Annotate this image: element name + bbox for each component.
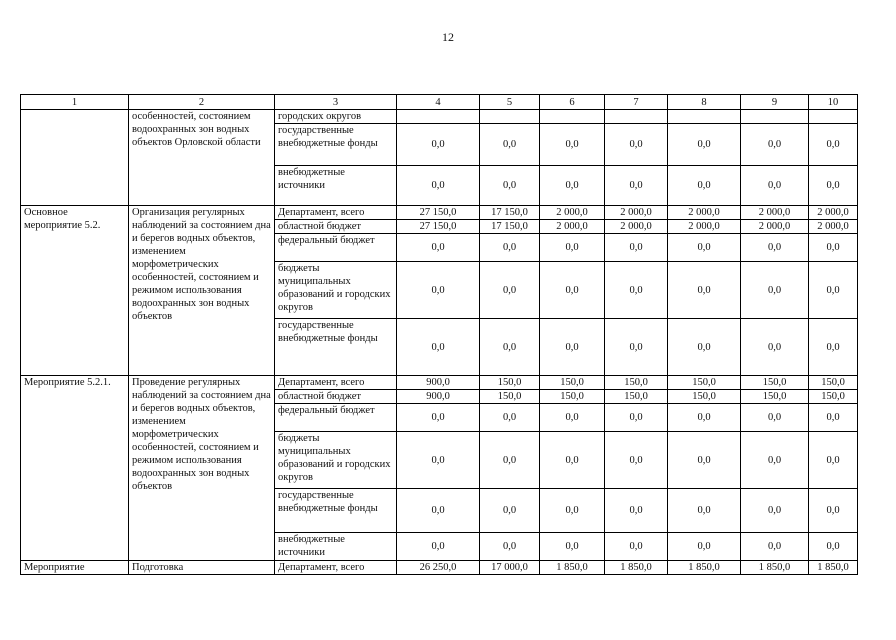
- amount-cell: 0,0: [605, 234, 668, 262]
- amount-cell: 0,0: [480, 404, 540, 432]
- funding-source-cell: Департамент, всего: [275, 376, 397, 390]
- amount-cell: 0,0: [605, 404, 668, 432]
- amount-cell: 150,0: [668, 376, 741, 390]
- amount-cell: 1 850,0: [809, 561, 858, 575]
- amount-cell: 0,0: [480, 166, 540, 206]
- amount-cell: 0,0: [741, 262, 809, 319]
- amount-cell: 2 000,0: [741, 220, 809, 234]
- header-cell: 3: [275, 95, 397, 110]
- amount-cell: 17 000,0: [480, 561, 540, 575]
- amount-cell: 0,0: [480, 124, 540, 166]
- amount-cell: 0,0: [397, 319, 480, 376]
- amount-cell: 0,0: [668, 234, 741, 262]
- amount-cell: 0,0: [480, 432, 540, 489]
- funding-source-cell: бюджеты муниципальных образований и городских округов: [275, 432, 397, 489]
- amount-cell: 0,0: [480, 319, 540, 376]
- amount-cell: 0,0: [668, 404, 741, 432]
- amount-cell: 2 000,0: [540, 206, 605, 220]
- amount-cell: 150,0: [741, 376, 809, 390]
- amount-cell: [741, 110, 809, 124]
- amount-cell: 0,0: [397, 432, 480, 489]
- amount-cell: 27 150,0: [397, 206, 480, 220]
- amount-cell: [480, 110, 540, 124]
- amount-cell: [540, 110, 605, 124]
- amount-cell: 0,0: [540, 124, 605, 166]
- amount-cell: 0,0: [668, 262, 741, 319]
- amount-cell: 0,0: [809, 489, 858, 533]
- amount-cell: 0,0: [480, 234, 540, 262]
- activity-description-cell: Проведение регулярных наблюдений за состоянием дна и берегов водных объектов, изменением морфометрических особенностей, состоянием и режимом использования водоохранных зон водных объектов: [129, 376, 275, 561]
- amount-cell: 26 250,0: [397, 561, 480, 575]
- funding-source-cell: бюджеты муниципальных образований и городских округов: [275, 262, 397, 319]
- amount-cell: 1 850,0: [741, 561, 809, 575]
- amount-cell: 0,0: [397, 262, 480, 319]
- amount-cell: 0,0: [809, 319, 858, 376]
- amount-cell: 0,0: [809, 432, 858, 489]
- activity-description-cell: Организация регулярных наблюдений за состоянием дна и берегов водных объектов, изменением морфометрических особенностей, состоянием и режимом использования водоохранных зон водных объектов: [129, 206, 275, 376]
- page-number: 12: [442, 30, 454, 44]
- amount-cell: 0,0: [668, 533, 741, 561]
- amount-cell: 0,0: [668, 124, 741, 166]
- amount-cell: 0,0: [540, 166, 605, 206]
- amount-cell: 17 150,0: [480, 220, 540, 234]
- amount-cell: 0,0: [480, 533, 540, 561]
- amount-cell: 0,0: [741, 124, 809, 166]
- amount-cell: 0,0: [809, 533, 858, 561]
- amount-cell: 2 000,0: [741, 206, 809, 220]
- header-cell: 7: [605, 95, 668, 110]
- amount-cell: 2 000,0: [605, 206, 668, 220]
- amount-cell: 900,0: [397, 376, 480, 390]
- budget-table: [20, 94, 858, 575]
- header-cell: 8: [668, 95, 741, 110]
- amount-cell: 150,0: [741, 390, 809, 404]
- amount-cell: 0,0: [809, 262, 858, 319]
- header-cell: 6: [540, 95, 605, 110]
- funding-source-cell: государственные внебюджетные фонды: [275, 124, 397, 166]
- funding-source-cell: федеральный бюджет: [275, 404, 397, 432]
- activity-description-cell: особенностей, состоянием водоохранных зон водных объектов Орловской области: [129, 110, 275, 206]
- amount-cell: 150,0: [540, 376, 605, 390]
- amount-cell: 0,0: [397, 404, 480, 432]
- amount-cell: 0,0: [397, 533, 480, 561]
- amount-cell: [397, 110, 480, 124]
- amount-cell: [809, 110, 858, 124]
- activity-description-cell: Подготовка: [129, 561, 275, 575]
- amount-cell: 2 000,0: [540, 220, 605, 234]
- amount-cell: 2 000,0: [668, 206, 741, 220]
- amount-cell: 0,0: [397, 234, 480, 262]
- amount-cell: 27 150,0: [397, 220, 480, 234]
- amount-cell: 150,0: [809, 376, 858, 390]
- amount-cell: 17 150,0: [480, 206, 540, 220]
- amount-cell: 0,0: [668, 432, 741, 489]
- amount-cell: 0,0: [741, 432, 809, 489]
- amount-cell: 150,0: [809, 390, 858, 404]
- activity-code-cell: Мероприятие 5.2.1.: [21, 376, 129, 561]
- amount-cell: 0,0: [741, 404, 809, 432]
- amount-cell: [605, 110, 668, 124]
- header-cell: 10: [809, 95, 858, 110]
- header-cell: 2: [129, 95, 275, 110]
- amount-cell: 900,0: [397, 390, 480, 404]
- amount-cell: 0,0: [605, 262, 668, 319]
- header-cell: 5: [480, 95, 540, 110]
- amount-cell: 0,0: [809, 404, 858, 432]
- table-row: [21, 206, 858, 220]
- amount-cell: [668, 110, 741, 124]
- amount-cell: 2 000,0: [809, 220, 858, 234]
- header-cell: 4: [397, 95, 480, 110]
- funding-source-cell: областной бюджет: [275, 390, 397, 404]
- funding-source-cell: федеральный бюджет: [275, 234, 397, 262]
- table-row: [21, 110, 858, 124]
- amount-cell: 0,0: [397, 166, 480, 206]
- amount-cell: 0,0: [809, 166, 858, 206]
- funding-source-cell: областной бюджет: [275, 220, 397, 234]
- amount-cell: 0,0: [741, 533, 809, 561]
- amount-cell: 0,0: [540, 262, 605, 319]
- funding-source-cell: Департамент, всего: [275, 206, 397, 220]
- header-cell: 1: [21, 95, 129, 110]
- funding-source-cell: внебюджетные источники: [275, 166, 397, 206]
- funding-source-cell: государственные внебюджетные фонды: [275, 489, 397, 533]
- header-cell: 9: [741, 95, 809, 110]
- amount-cell: 2 000,0: [605, 220, 668, 234]
- amount-cell: 0,0: [540, 489, 605, 533]
- amount-cell: 0,0: [668, 489, 741, 533]
- activity-code-cell: Мероприятие: [21, 561, 129, 575]
- amount-cell: 150,0: [605, 390, 668, 404]
- table-row: [21, 376, 858, 390]
- amount-cell: 0,0: [809, 234, 858, 262]
- amount-cell: 0,0: [809, 124, 858, 166]
- amount-cell: 150,0: [480, 376, 540, 390]
- amount-cell: 0,0: [741, 489, 809, 533]
- amount-cell: 2 000,0: [668, 220, 741, 234]
- amount-cell: 0,0: [741, 319, 809, 376]
- amount-cell: 150,0: [605, 376, 668, 390]
- amount-cell: 0,0: [540, 234, 605, 262]
- amount-cell: 2 000,0: [809, 206, 858, 220]
- funding-source-cell: Департамент, всего: [275, 561, 397, 575]
- amount-cell: 0,0: [480, 262, 540, 319]
- amount-cell: 0,0: [668, 319, 741, 376]
- amount-cell: 0,0: [397, 489, 480, 533]
- amount-cell: 0,0: [741, 234, 809, 262]
- amount-cell: 0,0: [605, 489, 668, 533]
- amount-cell: 0,0: [605, 166, 668, 206]
- amount-cell: 0,0: [668, 166, 741, 206]
- header-row: [21, 95, 858, 110]
- amount-cell: 0,0: [540, 432, 605, 489]
- amount-cell: 150,0: [668, 390, 741, 404]
- amount-cell: 1 850,0: [540, 561, 605, 575]
- amount-cell: 0,0: [605, 319, 668, 376]
- amount-cell: 0,0: [540, 319, 605, 376]
- table-row: [21, 561, 858, 575]
- funding-source-cell: городских округов: [275, 110, 397, 124]
- amount-cell: 0,0: [540, 404, 605, 432]
- amount-cell: 1 850,0: [605, 561, 668, 575]
- amount-cell: 1 850,0: [668, 561, 741, 575]
- amount-cell: 150,0: [480, 390, 540, 404]
- amount-cell: 0,0: [480, 489, 540, 533]
- amount-cell: 150,0: [540, 390, 605, 404]
- funding-source-cell: внебюджетные источники: [275, 533, 397, 561]
- amount-cell: 0,0: [605, 432, 668, 489]
- amount-cell: 0,0: [605, 124, 668, 166]
- amount-cell: 0,0: [540, 533, 605, 561]
- amount-cell: 0,0: [397, 124, 480, 166]
- activity-code-cell: Основное мероприятие 5.2.: [21, 206, 129, 376]
- funding-source-cell: государственные внебюджетные фонды: [275, 319, 397, 376]
- activity-code-cell: [21, 110, 129, 206]
- amount-cell: 0,0: [741, 166, 809, 206]
- amount-cell: 0,0: [605, 533, 668, 561]
